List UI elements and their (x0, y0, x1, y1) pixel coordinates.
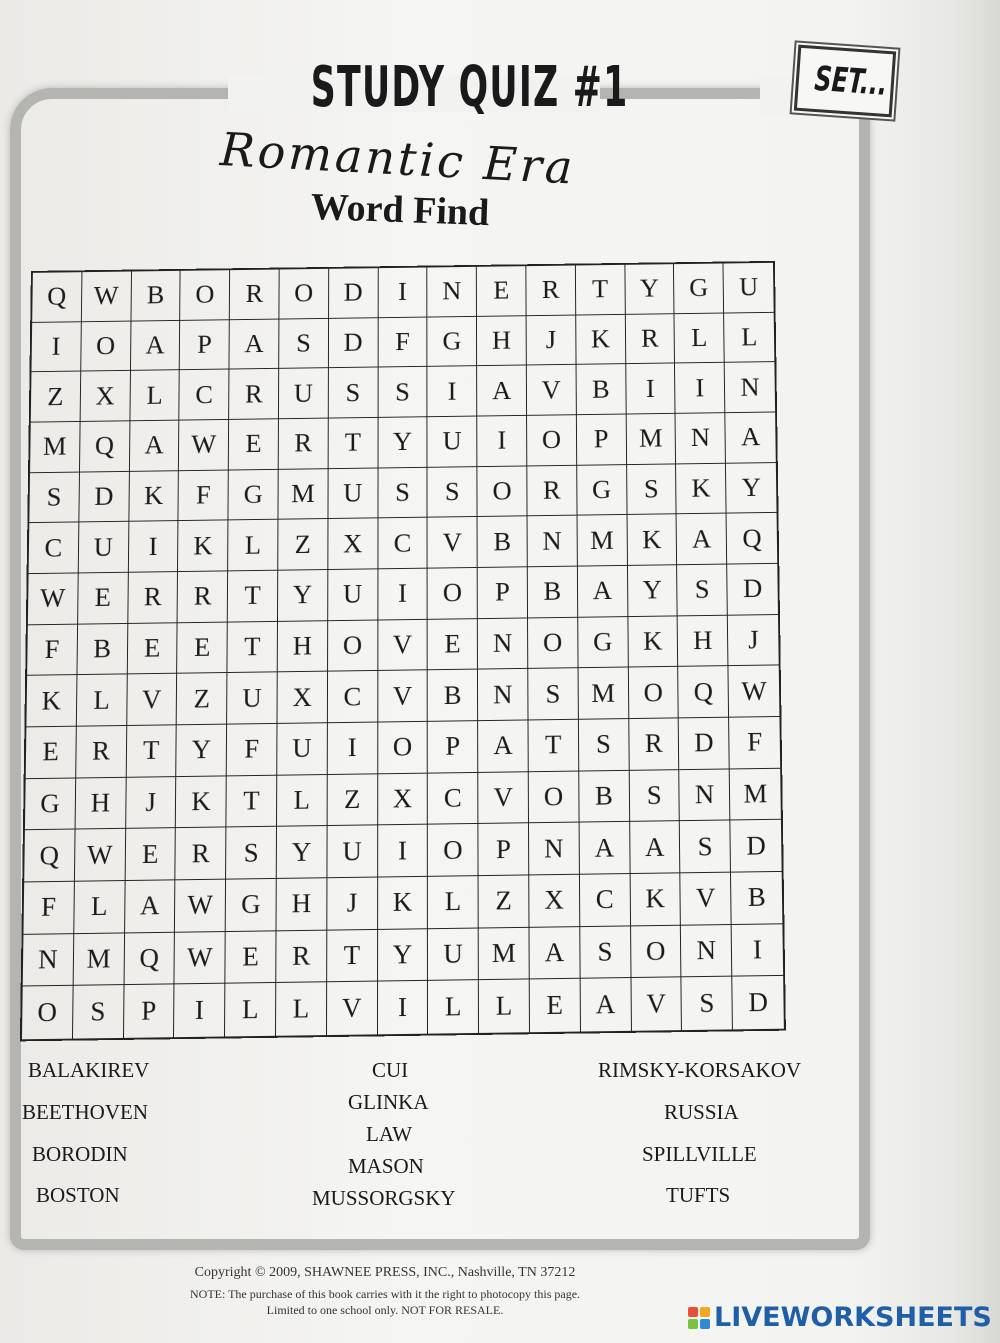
grid-cell: J (126, 777, 177, 829)
grid-cell: D (79, 472, 129, 523)
grid-cell: S (279, 319, 329, 370)
grid-cell: A (580, 978, 631, 1031)
word-bank-item: BOSTON (36, 1183, 120, 1207)
grid-cell: I (31, 322, 81, 373)
grid-cell: P (428, 721, 478, 773)
grid-cell: O (378, 722, 428, 774)
grid-cell: R (230, 269, 280, 319)
grid-cell: R (276, 930, 327, 983)
grid-cell: O (328, 620, 378, 672)
grid-cell: W (28, 573, 79, 625)
grid-cell: M (577, 515, 627, 566)
copyright-note: NOTE: The purchase of this book carries with it the right to photocopy this page. (189, 1287, 581, 1301)
grid-cell: K (676, 463, 726, 514)
word-bank-item: LAW (366, 1122, 413, 1146)
grid-cell: G (226, 879, 277, 932)
grid-cell: A (630, 821, 681, 874)
grid-cell: I (675, 363, 725, 414)
grid-cell: F (378, 317, 428, 368)
grid-cell: J (327, 878, 378, 931)
grid-cell: V (681, 873, 732, 926)
grid-cell: C (29, 523, 80, 574)
grid-cell: L (428, 876, 479, 929)
liveworksheets-logo-icon (688, 1307, 710, 1329)
grid-cell: R (279, 419, 329, 470)
grid-cell: S (580, 926, 631, 979)
grid-cell: A (677, 514, 727, 565)
grid-cell: A (131, 321, 181, 372)
grid-cell: B (576, 364, 626, 415)
grid-cell: V (428, 517, 478, 568)
grid-cell: D (731, 820, 782, 873)
grid-cell: F (227, 724, 278, 776)
grid-cell: Y (378, 929, 429, 982)
grid-cell: W (75, 829, 126, 882)
grid-cell: E (477, 266, 527, 316)
word-bank-item: BORODIN (32, 1142, 128, 1166)
grid-cell: N (478, 618, 528, 670)
grid-cell: M (479, 927, 530, 980)
grid-cell: U (428, 417, 478, 468)
grid-cell: A (129, 421, 179, 472)
grid-cell: X (80, 371, 130, 422)
grid-cell: G (577, 465, 627, 516)
grid-cell: F (729, 717, 780, 769)
grid-cell: B (579, 770, 630, 822)
grid-cell: N (428, 267, 477, 317)
grid-cell: S (29, 472, 79, 523)
grid-cell: L (724, 312, 774, 363)
grid-cell: W (82, 272, 132, 322)
grid-cell: A (478, 720, 528, 772)
grid-cell: F (27, 624, 78, 676)
grid-cell: O (181, 270, 231, 320)
grid-cell: R (128, 572, 178, 624)
grid-cell: Y (278, 570, 328, 622)
grid-cell: K (26, 675, 77, 727)
grid-cell: N (676, 413, 726, 464)
grid-cell: L (276, 983, 327, 1036)
grid-cell: W (179, 420, 229, 471)
grid-cell: S (682, 977, 733, 1030)
grid-cell: O (528, 617, 578, 669)
grid-cell: M (578, 668, 629, 720)
grid-cell: U (328, 569, 378, 621)
grid-cell: R (76, 726, 127, 778)
grid-cell: C (428, 773, 478, 825)
grid-cell: V (527, 365, 577, 416)
grid-cell: Y (628, 565, 678, 617)
grid-cell: U (277, 723, 327, 775)
word-bank-item: RIMSKY-KORSAKOV (598, 1058, 802, 1082)
page-edge (950, 0, 1000, 1343)
word-bank-item: RUSSIA (664, 1100, 739, 1124)
grid-cell: S (378, 467, 428, 518)
grid-cell: H (678, 615, 729, 667)
grid-cell: L (130, 370, 180, 421)
grid-cell: S (677, 565, 728, 617)
word-bank-item: TUFTS (666, 1183, 731, 1207)
grid-cell: E (127, 623, 178, 675)
grid-cell: W (175, 880, 226, 933)
grid-cell: E (26, 727, 77, 779)
grid-cell: I (626, 364, 676, 415)
page-title: STUDY QUIZ #1 (310, 55, 629, 120)
grid-cell: L (74, 881, 125, 934)
word-bank-item: BEETHOVEN (22, 1100, 148, 1124)
grid-cell: U (724, 263, 774, 313)
grid-cell: C (378, 518, 428, 569)
grid-cell: Y (378, 417, 428, 468)
grid-cell: K (178, 521, 228, 572)
grid-cell: R (229, 369, 279, 420)
grid-cell: V (378, 671, 428, 723)
grid-cell: D (748, 987, 769, 1018)
grid-cell: S (329, 368, 379, 419)
grid-cell: S (378, 367, 428, 418)
word-bank-item: GLINKA (348, 1090, 429, 1114)
grid-cell: E (530, 979, 581, 1032)
grid-cell: I (378, 267, 427, 317)
grid-cell: K (630, 873, 681, 926)
grid-cell: M (73, 933, 124, 986)
grid-cell: R (527, 465, 577, 516)
grid-cell: B (77, 624, 128, 676)
grid-cell: H (276, 878, 327, 931)
grid-cell: T (327, 930, 378, 983)
grid-cell: P (479, 824, 530, 877)
word-bank-item: MUSSORGSKY (312, 1186, 456, 1210)
grid-cell: N (529, 823, 580, 876)
grid-cell: B (428, 670, 478, 722)
grid-cell: G (229, 469, 279, 520)
grid-cell: J (527, 315, 577, 366)
set-badge (794, 45, 896, 118)
grid-cell: F (179, 470, 229, 521)
grid-cell: U (328, 468, 378, 519)
grid-cell: P (478, 567, 528, 619)
grid-cell: N (528, 516, 578, 567)
set-badge-label: SET... (813, 58, 889, 104)
grid-cell: H (477, 316, 527, 367)
grid-cell: D (329, 318, 379, 369)
grid-cell: H (278, 621, 328, 673)
grid-cell: K (627, 515, 677, 566)
grid-cell: J (728, 615, 779, 667)
grid-cell: S (629, 770, 680, 822)
grid-cell: L (77, 675, 128, 727)
grid-cell: N (681, 925, 732, 978)
word-bank-item: MASON (348, 1154, 424, 1178)
grid-cell: S (579, 719, 630, 771)
grid-cell: Y (625, 264, 675, 314)
grid-cell: A (578, 566, 628, 618)
grid-cell: G (578, 617, 628, 669)
grid-cell: O (428, 568, 478, 620)
grid-cell: O (527, 415, 577, 466)
grid-cell: I (128, 521, 178, 572)
grid-cell: X (277, 672, 327, 724)
grid-cell: P (124, 985, 175, 1038)
grid-cell: S (73, 985, 124, 1038)
grid-cell: I (378, 981, 429, 1034)
grid-cell: K (176, 776, 227, 828)
grid-cell: A (579, 822, 630, 875)
grid-cell: Z (278, 519, 328, 570)
grid-cell: P (577, 414, 627, 465)
grid-cell: X (328, 519, 378, 570)
grid-cell: L (228, 520, 278, 571)
grid-cell: A (230, 319, 280, 370)
grid-cell: O (279, 269, 329, 319)
copyright-text: Copyright © 2009, SHAWNEE PRESS, INC., Nashville, TN 37212 (194, 1265, 576, 1280)
grid-cell: L (428, 980, 479, 1033)
grid-cell: T (328, 418, 378, 469)
grid-cell: D (679, 718, 730, 770)
grid-cell: E (428, 619, 478, 671)
grid-cell: E (226, 931, 277, 984)
grid-cell: I (732, 924, 783, 977)
grid-cell: D (329, 268, 378, 318)
grid-cell: M (626, 414, 676, 465)
grid-cell: M (730, 768, 781, 820)
grid-cell: S (627, 464, 677, 515)
grid-cell: V (631, 978, 682, 1031)
grid-cell: M (278, 469, 328, 520)
grid-cell: Q (24, 830, 75, 883)
grid-cell: T (228, 622, 278, 674)
grid-cell: U (227, 673, 277, 725)
word-bank-item: SPILLVILLE (642, 1142, 757, 1166)
grid-cell: G (428, 317, 478, 368)
grid-cell: T (528, 720, 579, 772)
grid-cell: F (23, 882, 74, 935)
grid-cell: O (478, 466, 528, 517)
grid-cell: Q (727, 513, 778, 564)
word-bank-item: BALAKIREV (28, 1058, 150, 1082)
grid-cell: K (628, 616, 679, 668)
grid-cell: Y (177, 725, 228, 777)
grid-cell: T (126, 725, 177, 777)
grid-cell: R (625, 314, 675, 365)
grid-cell: O (529, 771, 580, 823)
grid-cell: S (428, 467, 478, 518)
grid-cell: A (477, 366, 527, 417)
grid-cell: Q (80, 421, 130, 472)
grid-cell: G (674, 263, 724, 313)
grid-cell: I (378, 569, 428, 621)
grid-cell: O (628, 667, 679, 719)
grid-cell: N (725, 362, 775, 413)
grid-cell: Z (31, 372, 81, 423)
grid-cell: C (328, 671, 378, 723)
grid-cell: Z (177, 673, 228, 725)
grid-cell: R (629, 718, 680, 770)
grid-cell: O (631, 925, 682, 978)
section-heading: Word Find (310, 185, 490, 235)
copyright-note: Limited to one school only. NOT FOR RESALE. (266, 1303, 504, 1317)
grid-cell: Y (726, 463, 776, 514)
grid-cell: A (725, 412, 775, 463)
grid-cell: R (178, 571, 228, 623)
grid-cell: I (428, 366, 478, 417)
grid-cell: L (225, 983, 276, 1036)
grid-cell: S (226, 827, 277, 880)
grid-cell: U (428, 928, 479, 981)
grid-cell: X (378, 773, 428, 825)
grid-cell: V (478, 772, 529, 824)
grid-cell: O (81, 321, 131, 372)
grid-cell: R (176, 828, 227, 881)
grid-cell: N (23, 934, 74, 987)
grid-cell: M (30, 422, 80, 473)
word-bank-item: CUI (372, 1058, 409, 1082)
grid-cell: T (227, 775, 278, 827)
grid-cell: B (528, 567, 578, 619)
grid-cell: E (125, 828, 176, 881)
grid-cell: U (79, 522, 129, 573)
grid-cell: A (125, 880, 176, 933)
grid-cell: W (729, 666, 780, 718)
grid-cell: Y (277, 826, 328, 879)
grid-cell: E (177, 622, 227, 674)
grid-cell: H (75, 777, 126, 829)
grid-cell: A (529, 927, 580, 980)
grid-cell: K (576, 315, 626, 366)
grid-cell: V (327, 982, 378, 1035)
grid-cell: O (428, 824, 479, 877)
grid-cell: I (378, 825, 428, 878)
grid-cell: T (228, 571, 278, 623)
grid-cell: L (479, 980, 530, 1033)
grid-cell: Q (32, 272, 82, 322)
grid-cell: I (174, 984, 225, 1037)
grid-cell: Z (327, 774, 377, 826)
grid-cell: I (328, 723, 378, 775)
grid-cell: I (477, 416, 527, 467)
liveworksheets-logo-text: LIVEWORKSHEETS (714, 1302, 992, 1333)
grid-cell: Q (679, 666, 730, 718)
grid-cell: N (680, 769, 731, 821)
grid-cell: G (25, 778, 76, 830)
grid-cell: Q (124, 932, 175, 985)
grid-cell: C (580, 874, 631, 927)
grid-cell: W (175, 932, 226, 985)
grid-cell: L (675, 313, 725, 364)
grid-cell: S (528, 668, 578, 720)
subtitle-handwritten: Romantic Era (218, 122, 577, 195)
grid-cell: U (327, 826, 378, 879)
liveworksheets-logo (688, 1300, 992, 1336)
grid-cell: N (478, 669, 528, 721)
grid-cell: V (378, 619, 428, 671)
word-search-grid (20, 261, 786, 1041)
grid-cell: E (78, 573, 129, 625)
grid-cell: E (229, 419, 279, 470)
grid-cell: U (279, 368, 329, 419)
grid-cell: B (731, 872, 782, 925)
grid-cell: K (129, 471, 179, 522)
grid-cell: T (576, 265, 626, 315)
grid-cell: P (180, 320, 230, 371)
grid-cell: V (127, 674, 178, 726)
grid-cell: R (526, 265, 576, 315)
grid-cell: Z (479, 875, 530, 928)
grid-cell: B (131, 271, 181, 321)
grid-cell: C (180, 370, 230, 421)
grid-cell: B (478, 517, 528, 568)
grid-cell: D (727, 564, 778, 616)
grid-cell: X (529, 875, 580, 928)
grid-cell: O (22, 986, 73, 1039)
grid-cell: S (680, 821, 731, 874)
grid-cell: L (277, 775, 328, 827)
grid-cell: K (378, 877, 429, 930)
